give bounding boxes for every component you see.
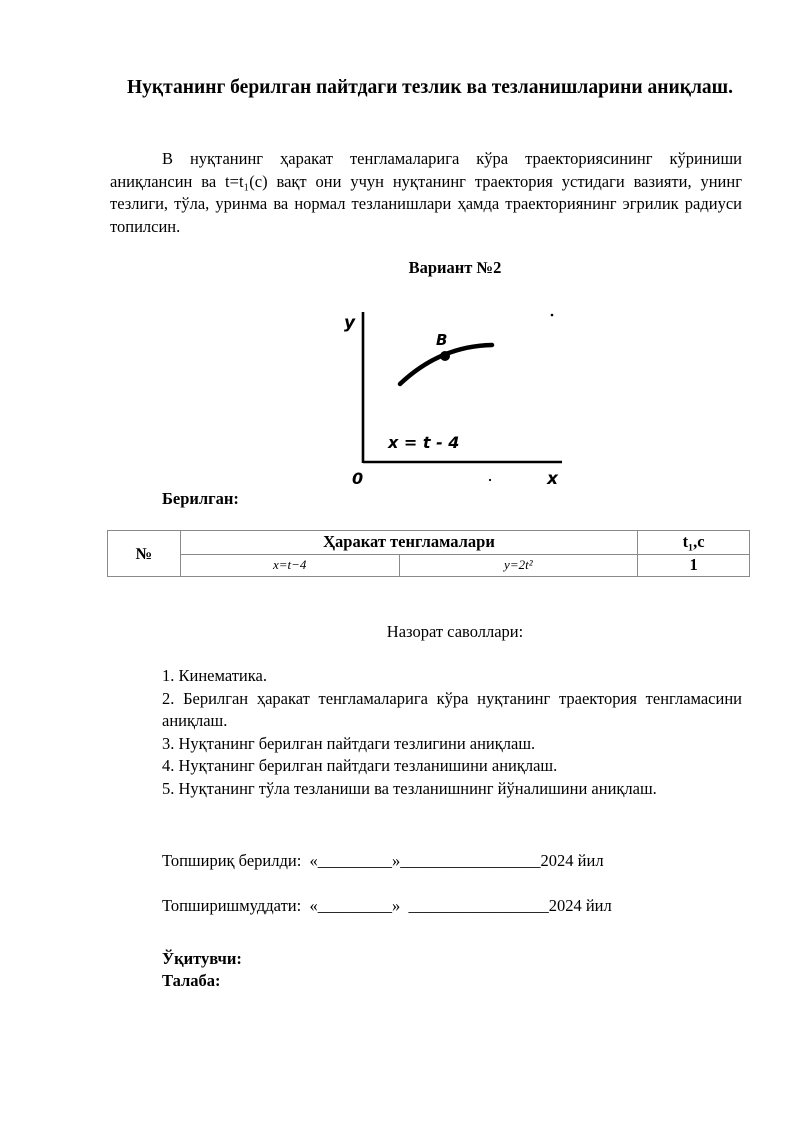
- equation-label: x = t - 4: [388, 433, 460, 452]
- intro-paragraph: В нуқтанинг ҳаракат тенгламаларига кўра траекториясининг кўриниши аниқлансин ва t=t₁(c) вақт они учун нуқтанинг траектория устидаги вазияти, унинг тезлиги, тўла, уринма ва нормал тезланишлари ҳамда траекториянинг эгрилик радиуси топилсин.: [110, 149, 742, 236]
- speck-mark: [489, 479, 491, 481]
- assigned-date-line: Топшириқ берилди: «_________»_________________2024 йил: [162, 851, 604, 870]
- col-number-header: №: [108, 531, 181, 577]
- speck-mark: [551, 314, 554, 317]
- point-b-marker: [440, 351, 450, 361]
- x-equation-cell: x=t−4: [180, 554, 399, 577]
- y-equation-cell: y=2t²: [399, 554, 638, 577]
- equations-table: [107, 530, 750, 577]
- deadline-date-line: Топширишмуддати: «_________» _________________2024 йил: [162, 896, 612, 915]
- table-header-row: [108, 531, 750, 555]
- variant-heading: Вариант №2: [408, 258, 502, 277]
- trajectory-figure: [330, 300, 590, 495]
- t-value-cell: 1: [638, 554, 750, 577]
- student-label: Талаба:: [162, 971, 221, 990]
- col-equations-header: Ҳаракат тенгламалари: [180, 531, 637, 555]
- list-item: 1. Кинематика.: [162, 666, 267, 685]
- given-label: Берилган:: [162, 489, 239, 508]
- origin-label: 0: [352, 469, 364, 488]
- y-axis-label: y: [344, 313, 356, 333]
- list-item: 4. Нуқтанинг берилган пайтдаги тезланишини аниқлаш.: [162, 756, 558, 776]
- list-item: 3. Нуқтанинг берилган пайтдаги тезлигини аниқлаш.: [162, 733, 536, 753]
- x-axis-label: x: [547, 469, 558, 489]
- trajectory-curve: [400, 345, 492, 384]
- questions-title: Назорат саволлари:: [386, 622, 524, 641]
- col-t-header: t₁,c: [638, 531, 750, 555]
- list-item: 5. Нуқтанинг тўла тезланиши ва тезланишнинг йўналишини аниқлаш.: [162, 778, 657, 798]
- table-row: [108, 554, 750, 577]
- teacher-label: Ўқитувчи:: [162, 949, 242, 968]
- questions-list: [162, 665, 742, 801]
- page-title: Нуқтанинг берилган пайтдаги тезлик ва тезланишларини аниқлаш.: [127, 77, 733, 98]
- list-item: 2. Берилган ҳаракат тенгламаларига кўра нуқтанинг траектория тенгламасини аниқлаш.: [162, 688, 742, 731]
- point-b-label: B: [436, 331, 448, 349]
